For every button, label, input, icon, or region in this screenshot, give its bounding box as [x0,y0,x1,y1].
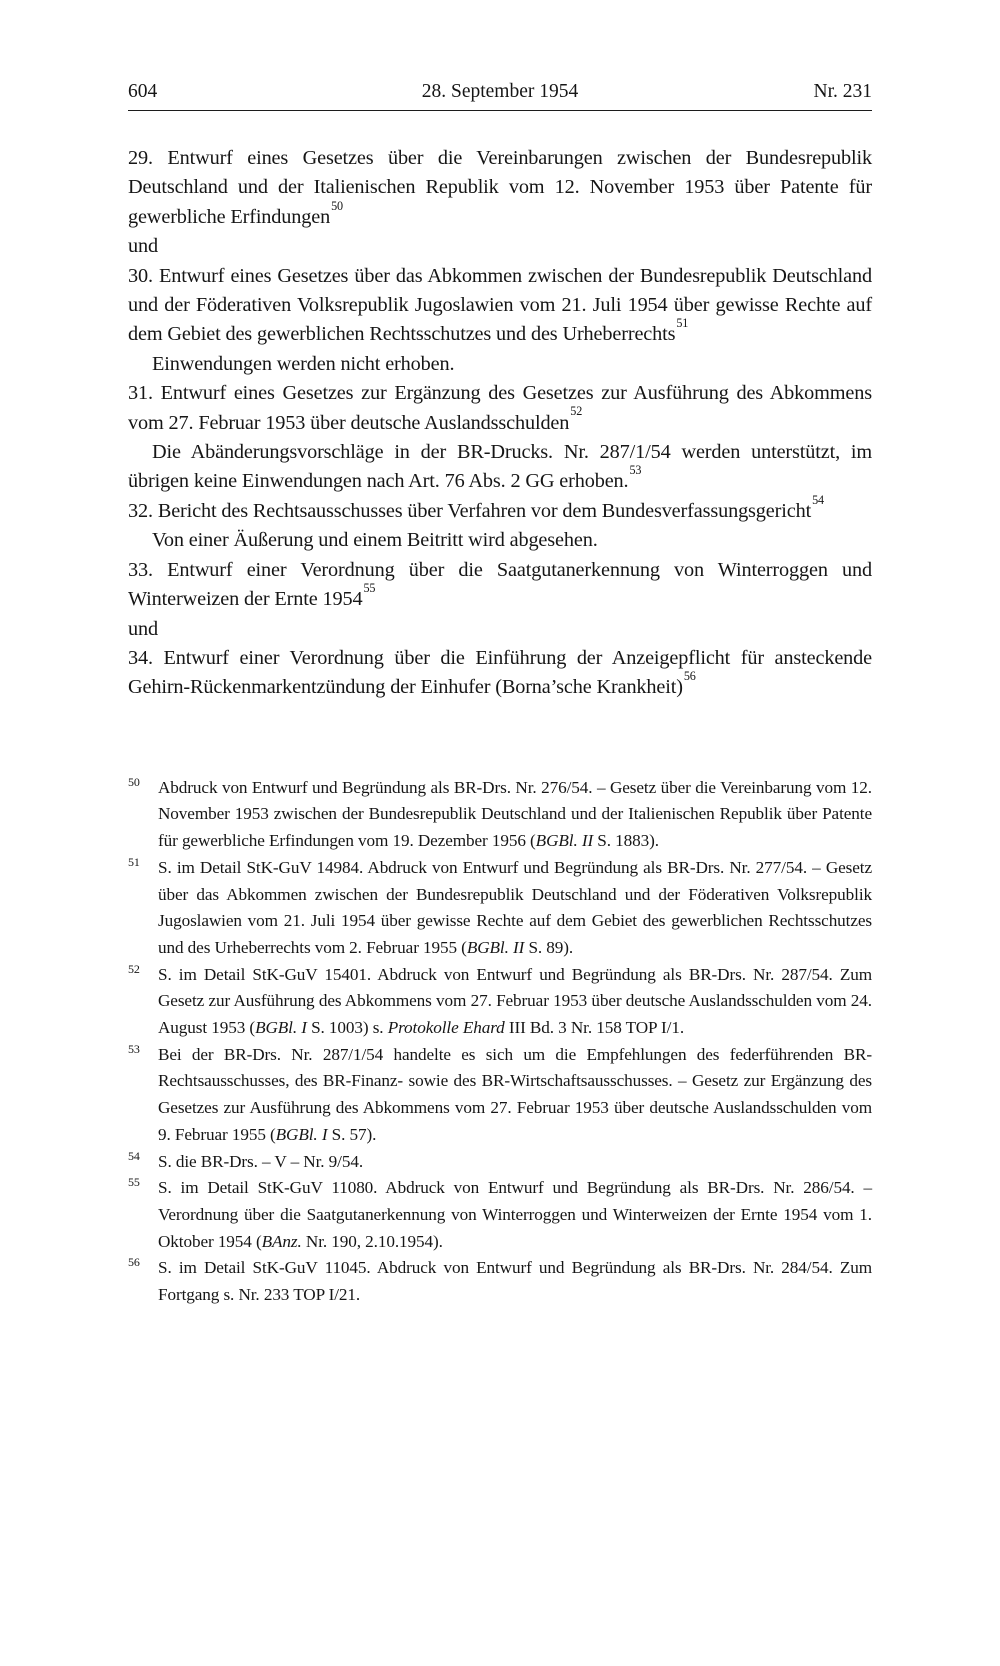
text-run: 32. Bericht des Rechtsausschusses über Verfahren vor dem Bundesverfassungsgericht [128,499,812,522]
footnote-text-run: S. 57). [327,1124,377,1144]
footnote-text-run: BAnz. [261,1231,302,1251]
footnote-text-run: III Bd. 3 Nr. 158 TOP I/1. [504,1018,685,1038]
footnote-number: 51 [128,854,140,869]
paragraph [128,438,872,497]
paragraph [128,615,872,644]
footnote-ref: 53 [629,463,642,478]
footnote-text-run: Nr. 190, 2.10.1954). [301,1231,443,1251]
agenda-item [128,144,872,232]
text-run: und [128,617,158,640]
text-run: 34. Entwurf einer Verordnung über die Einführung der Anzeigepflicht für ansteckende Gehirn-Rückenmarkentzündung der Einhufer (Borna’sche Krankheit) [128,646,872,699]
agenda-item [128,492,872,526]
footnote-text-run: Abdruck von Entwurf und Begründung als BR-Drs. Nr. 276/54. – Gesetz über die Vereinbarung vom 12. November 1953 zwischen der Bundesrepublik Deutschland und der Italienischen Republik über Patente für gewerbliche Erfindungen vom 19. Dezember 1956 ( [158,777,872,851]
footnote-text-run: S. die BR-Drs. – V – Nr. 9/54. [158,1151,364,1171]
footnote [128,1255,872,1308]
text-run: 30. Entwurf eines Gesetzes über das Abkommen zwischen der Bundesrepublik Deutschland und der Föderativen Volksrepublik Jugoslawien vom 21. Juli 1954 über gewisse Rechte auf dem Gebiet des gewerblichen Rechtsschutzes und des Urheberrechts [128,264,872,346]
footnotes-section [128,775,872,1309]
agenda-item [128,644,872,703]
body-text [128,144,872,703]
footnote [128,1042,872,1149]
footnote-text-run: BGBl. I [255,1018,307,1038]
header-date: 28. September 1954 [421,81,579,102]
footnote-ref: 50 [331,198,343,213]
footnote-number: 53 [128,1041,140,1056]
text-run: Die Abänderungsvorschläge in der BR-Drucks. Nr. 287/1/54 werden unterstützt, im übrigen keine Einwendungen nach Art. 76 Abs. 2 GG erhoben. [128,441,872,493]
footnote-text-run: S. im Detail StK-GuV 15401. Abdruck von Entwurf und Begründung als BR-Drs. Nr. 287/54. Zum Gesetz zur Ausführung des Abkommens vom 27. Februar 1953 über deutsche Auslandsschulden vom 24. August 1953 ( [158,964,872,1038]
footnote-ref: 56 [683,669,696,684]
text-run: 33. Entwurf einer Verordnung über die Saatgutanerkennung von Winterroggen und Winterweizen der Ernte 1954 [128,558,872,611]
footnote-text-run: S. im Detail StK-GuV 11080. Abdruck von Entwurf und Begründung als BR-Drs. Nr. 286/54. – Verordnung über die Saatgutanerkennung von Winterroggen und Winterweizen der Ernte 1954 vom 1. Oktober 1954 ( [158,1178,872,1251]
page-number: 604 [128,81,158,102]
footnote-text-run: S. im Detail StK-GuV 11045. Abdruck von Entwurf und Begründung als BR-Drs. Nr. 284/54. Zum Fortgang s. Nr. 233 TOP I/21. [158,1258,872,1305]
footnote-text-run: Protokolle Ehard [387,1018,505,1038]
paragraph [128,350,872,379]
footnote-number: 56 [128,1255,140,1270]
footnote-number: 50 [128,774,140,789]
footnote-text-run: BGBl. I [275,1124,328,1144]
footnote-number: 55 [128,1175,140,1190]
text-run: 29. Entwurf eines Gesetzes über die Vereinbarungen zwischen der Bundesrepublik Deutschland und der Italienischen Republik vom 12. November 1953 über Patente für gewerbliche Erfindungen [128,147,872,228]
footnote-text-run: BGBl. II [466,937,525,957]
text-run: Von einer Äußerung und einem Beitritt wird abgesehen. [152,529,598,552]
page-header [128,80,872,104]
footnote-ref: 52 [570,404,583,419]
agenda-item [128,379,872,438]
footnote-ref: 55 [363,580,376,595]
footnote-text-run: S. 1883). [593,831,659,851]
text-run: und [128,235,158,258]
footnote [128,1175,872,1255]
footnote-text-run: S. im Detail StK-GuV 14984. Abdruck von Entwurf und Begründung als BR-Drs. Nr. 277/54. – Gesetz über das Abkommen zwischen der Bundesrepublik Deutschland und der Föderativen Volksrepublik Jugoslawien vom 21. Juli 1954 über gewisse Rechte auf dem Gebiet des gewerblichen Rechtsschutzes und des Urheberrechts vom 2. Februar 1955 ( [158,857,872,957]
footnote [128,1149,872,1176]
footnote-number: 54 [128,1148,140,1163]
paragraph [128,526,872,555]
footnote-text-run: S. 1003) s. [306,1018,388,1038]
footnote-number: 52 [128,961,140,976]
agenda-item [128,262,872,350]
paragraph [128,232,872,261]
footnote-ref: 54 [812,492,824,507]
text-run: 31. Entwurf eines Gesetzes zur Ergänzung des Gesetzes zur Ausführung des Abkommens vom 27. Februar 1953 über deutsche Auslandsschulden [128,382,872,434]
footnote [128,855,872,962]
agenda-item [128,556,872,615]
footnote-text-run: Bei der BR-Drs. Nr. 287/1/54 handelte es sich um die Empfehlungen des federführenden BR-Rechtsausschusses, des BR-Finanz- sowie des BR-Wirtschaftsausschusses. – Gesetz zur Ergänzung des Gesetzes zur Ausführung des Abkommens vom 27. Februar 1953 über deutsche Auslandsschulden vom 9. Februar 1955 ( [158,1044,872,1144]
header-doc-number: Nr. 231 [813,81,872,102]
footnote-ref: 51 [676,316,689,331]
text-run: Einwendungen werden nicht erhoben. [152,352,455,375]
footnote-text-run: S. 89). [524,937,574,957]
footnote [128,962,872,1042]
footnote [128,775,872,855]
footnote-text-run: BGBl. II [535,831,594,851]
header-rule [128,110,872,111]
